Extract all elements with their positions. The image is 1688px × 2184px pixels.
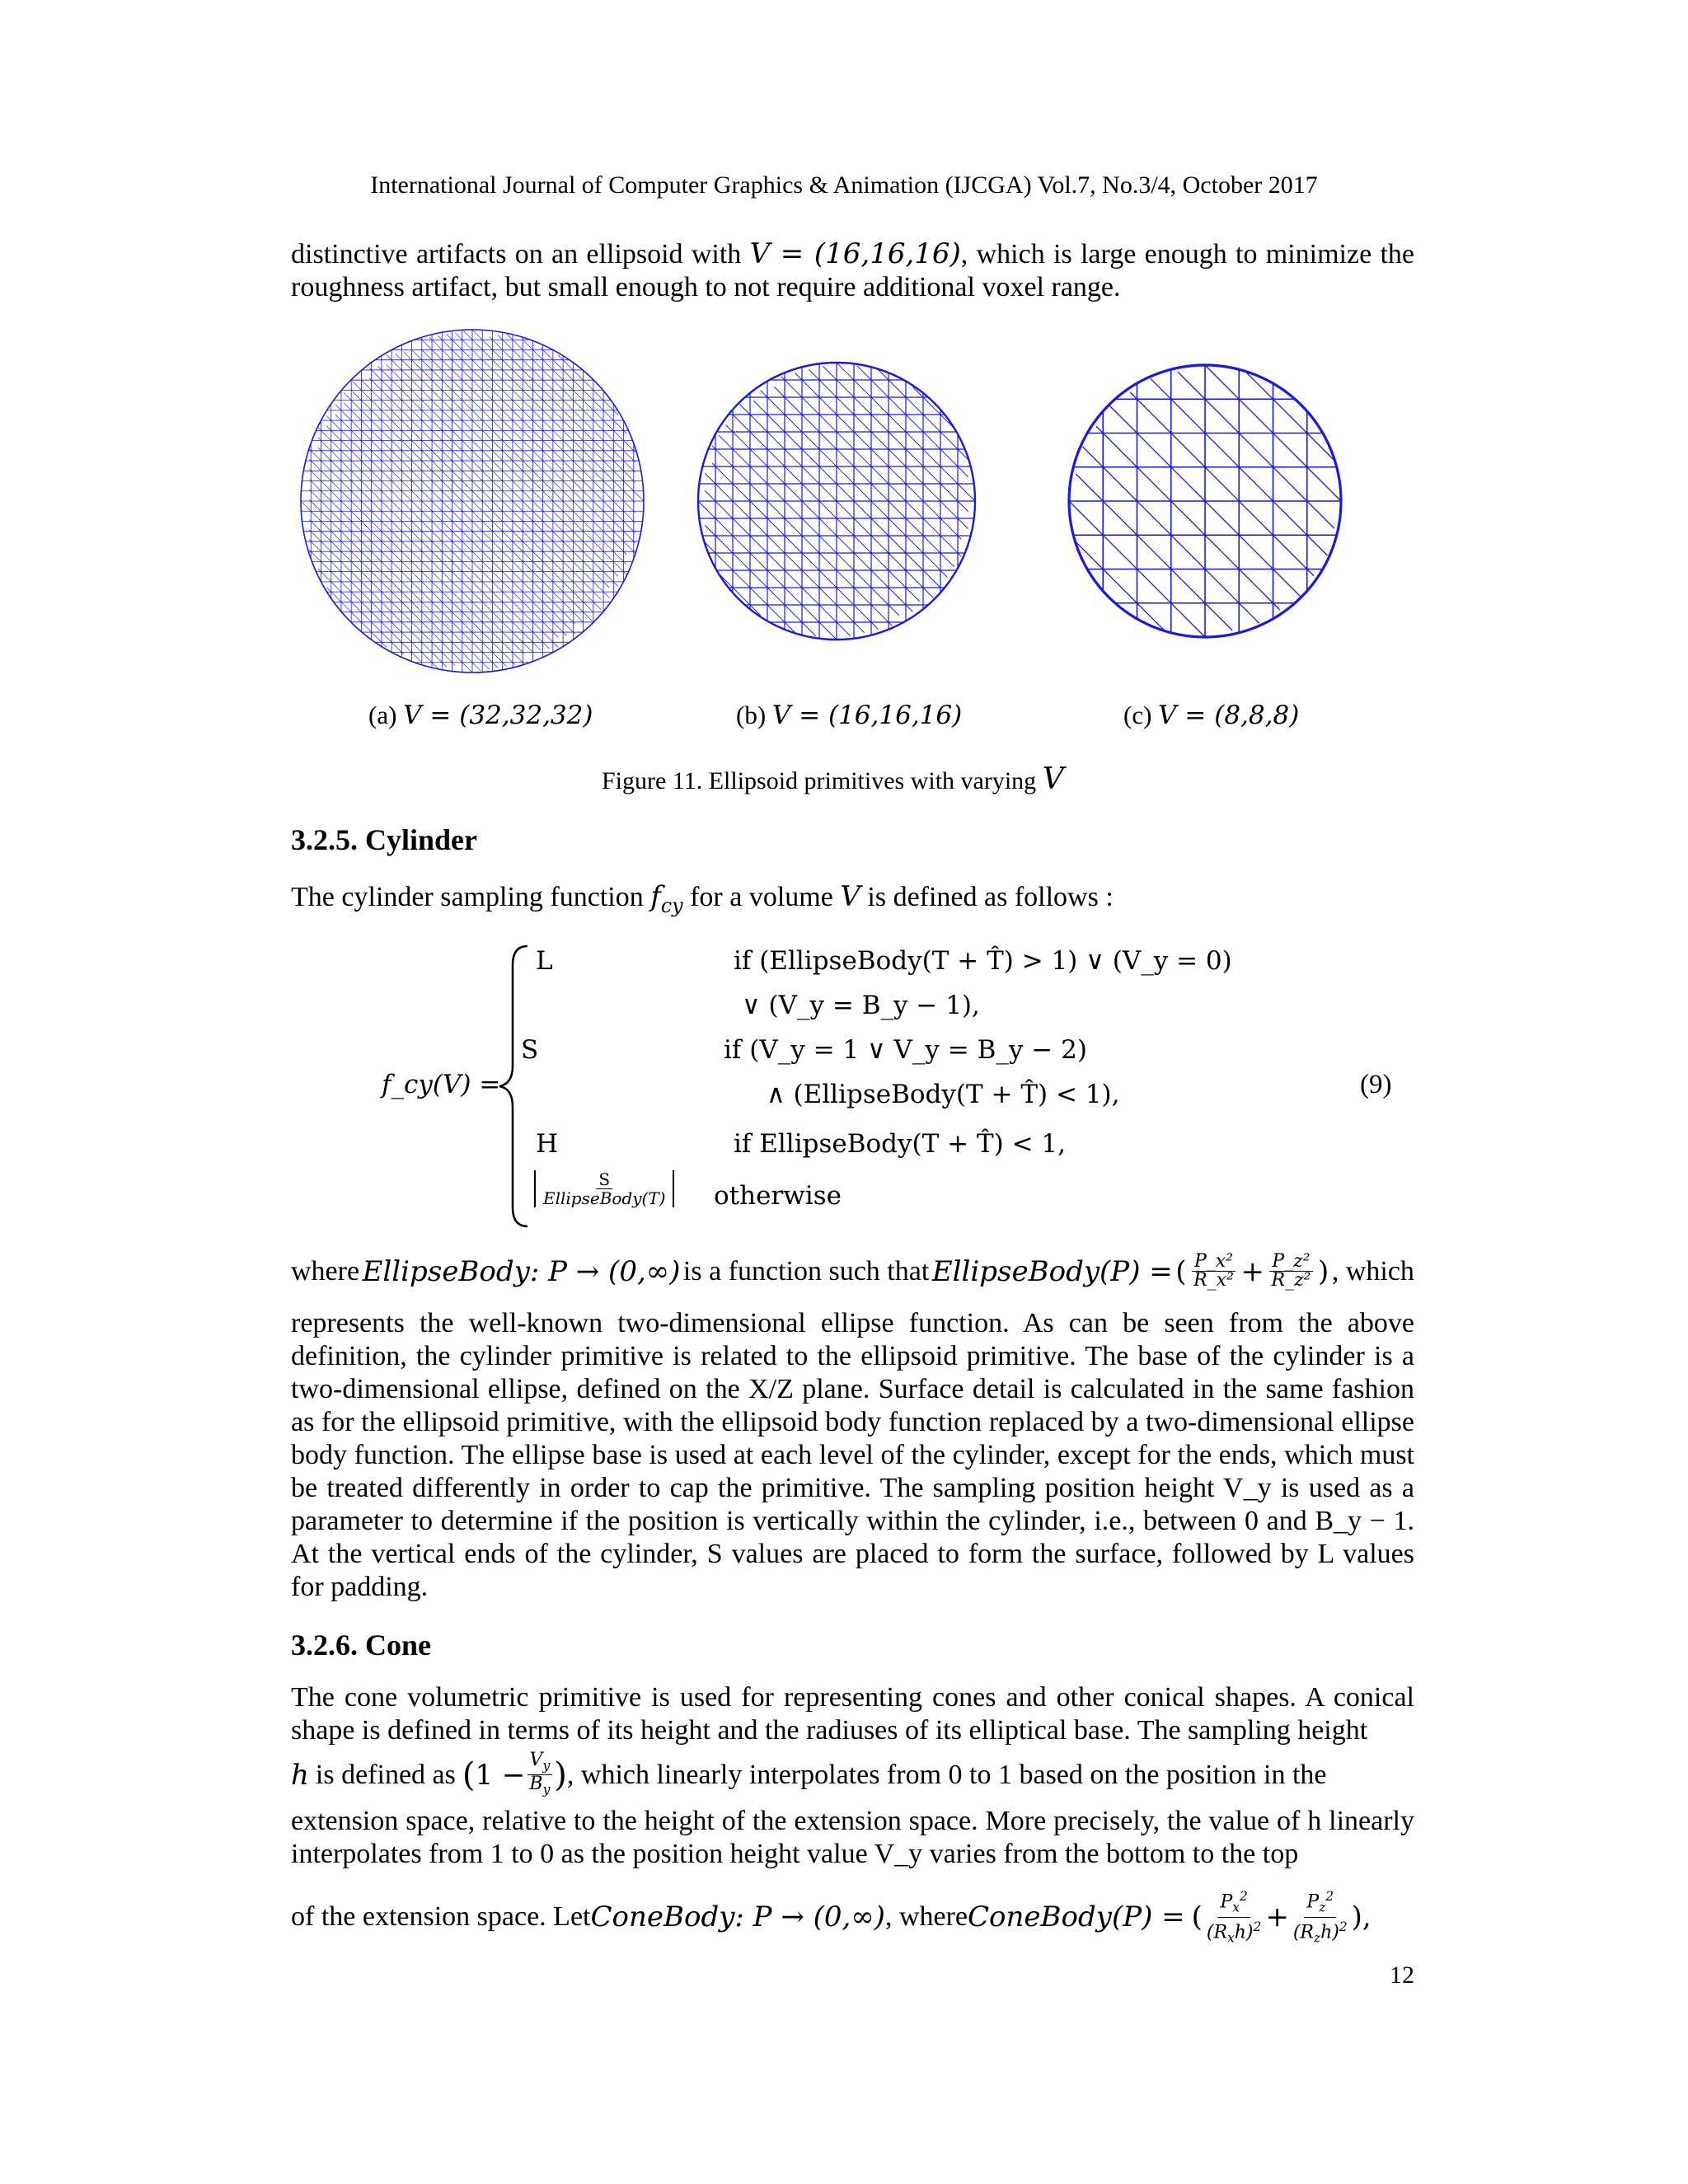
case-value-s: S bbox=[521, 1035, 539, 1065]
journal-header: International Journal of Computer Graphics & Animation (IJCGA) Vol.7, No.3/4, October 2017 bbox=[370, 171, 1318, 199]
where-line: where EllipseBody: P → (0,∞) is a function such that EllipseBody(P) = ( $\frac{\text{P\_x²}}{\text{R\_x²}}$ + $\frac{\text{P\_z²}}{\text{R\_z²}}$ ) , which bbox=[291, 1251, 1414, 1291]
figure-caption: Figure 11. Ellipsoid primitives with varying V bbox=[602, 762, 1064, 796]
case-cond-3: if (V_y = 1 ∨ V_y = B_y − 2) bbox=[724, 1035, 1087, 1065]
equation-brace bbox=[495, 942, 539, 1230]
intro-line2: roughness artifact, but small enough to not require additional voxel range. bbox=[291, 272, 1121, 302]
ellipsoid-figure bbox=[0, 326, 1688, 688]
ellipsoid-16 bbox=[698, 363, 975, 640]
cone-p1: The cone volumetric primitive is used for representing cones and other conical shapes. A conical shape is defined in terms of its height and the radiuses of its elliptical base. The sampling height bbox=[291, 1682, 1414, 1746]
subcaption-b: (b) V = (16,16,16) bbox=[736, 701, 963, 730]
case-value-h: H bbox=[536, 1129, 559, 1159]
intro-line1-math: V = (16,16,16) bbox=[749, 237, 961, 270]
intro-paragraph bbox=[291, 237, 1414, 304]
cylinder-intro: The cylinder sampling function $f_{cy}$ for a volume V is defined as follows : bbox=[291, 880, 1114, 917]
subcaption-c: (c) V = (8,8,8) bbox=[1123, 701, 1300, 730]
equation-number: (9) bbox=[1360, 1070, 1392, 1099]
intro-line1-post: , which is large enough to minimize the bbox=[960, 239, 1415, 269]
page-number: 12 bbox=[1390, 1961, 1414, 1989]
case-cond-1: if (EllipseBody(T + T̂) > 1) ∨ (V_y = 0) bbox=[734, 946, 1232, 976]
ellipsoid-8 bbox=[1069, 365, 1341, 637]
case-cond-5: if EllipseBody(T + T̂) < 1, bbox=[734, 1129, 1066, 1159]
cone-p2: h is defined as ( 1 − $\frac{V_y}{B_y}$ ) , which linearly interpolates from 0 to 1 based on the position in the bbox=[291, 1750, 1327, 1797]
cylinder-body: represents the well-known two-dimensional ellipse function. As can be seen from the above definition, the cylinder primitive is related to the ellipsoid primitive. The base of the cylinder is a two-dimensional ellipse, defined on the X/Z plane. Surface detail is calculated in the same fashion as for the ellipsoid primitive, with the ellipsoid body function replaced by a two-dimensional ellipse body function. The ellipse base is used at each level of the cylinder, except for the ends, which must be treated differently in order to cap the primitive. The sampling position height V_y is used as a parameter to determine if the position is vertically within the cylinder, i.e., between 0 and B_y − 1. At the vertical ends of the cylinder, S values are placed to form the surface, followed by L values for padding. bbox=[291, 1308, 1414, 1602]
cone-p4: of the extension space. Let ConeBody: P → (0,∞) , where ConeBody(P) = ( $\frac{P_x^2}{(R_xh)^2}$ + $\frac{P_z^2}{(R_zh)^2}$ ), bbox=[291, 1889, 1372, 1946]
case-floor: $\frac{S}{\text{EllipseBody(T)}}$ bbox=[534, 1170, 674, 1207]
case-cond-4: ∧ (EllipseBody(T + T̂) < 1), bbox=[767, 1080, 1120, 1109]
subcaption-a: (a) V = (32,32,32) bbox=[368, 701, 593, 730]
figure-11 bbox=[0, 326, 1688, 688]
equation-lhs: f_cy(V) = bbox=[382, 1070, 501, 1099]
intro-line1-pre: distinctive artifacts on an ellipsoid with bbox=[291, 239, 750, 269]
case-otherwise: otherwise bbox=[714, 1181, 842, 1211]
cone-p3: extension space, relative to the height of the extension space. More precisely, the value of h linearly interpolates from 1 to 0 as the position height value V_y varies from the bottom to the top bbox=[291, 1806, 1414, 1869]
case-cond-2: ∨ (V_y = B_y − 1), bbox=[742, 991, 980, 1020]
section-title-cylinder: 3.2.5. Cylinder bbox=[291, 823, 478, 856]
section-title-cone: 3.2.6. Cone bbox=[291, 1629, 431, 1661]
case-value-l: L bbox=[536, 946, 553, 976]
ellipsoid-32 bbox=[301, 330, 644, 673]
